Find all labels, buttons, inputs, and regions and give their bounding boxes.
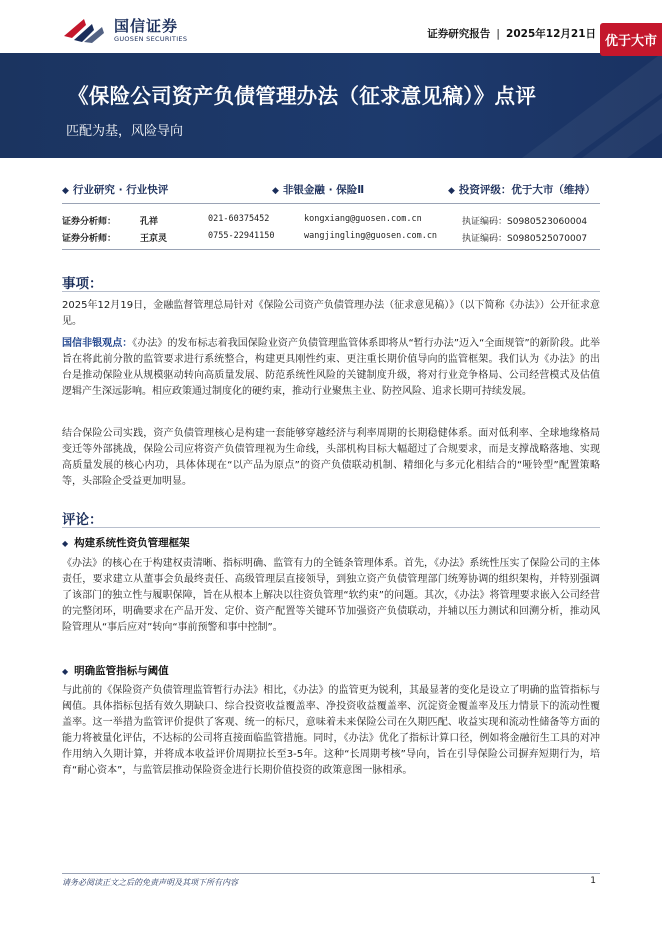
- title-banner: [0, 53, 662, 158]
- analyst-phone: 021-60375452: [208, 214, 270, 224]
- meta-divider: [62, 203, 600, 204]
- analyst-divider: [62, 249, 600, 250]
- comments-heading: 评论：: [62, 512, 103, 528]
- subsection-heading: [62, 663, 169, 678]
- events-heading: 事项：: [62, 276, 103, 292]
- comments-paragraph-2: 与此前的《保险资产负债管理监管暂行办法》相比，《办法》的监管更为锐利，其最显著的变化是设立了明确的监管指标与阈值。具体指标包括有效久期缺口、综合投资收益覆盖率、净投资收益覆盖率、沉淀资金覆盖率及压力情景下的流动性覆盖率。这一举措为监管评价提供了客观、统一的标尺，意味着未来保险公司在久期匹配、收益实现和流动性储备等方面的能力将被量化评估，不达标的公司将直接面临监管措施。同时，《办法》优化了指标计算口径，例如将金融衍生工具的对冲作用纳入久期计算，并将成本收益评价周期拉长至3-5年。这种“长周期考核”导向，旨在引导保险公司摒弃短期行为，培育“耐心资本”，与监管层推动保险资金进行长期价值投资的政策意图一脉相承。: [62, 685, 600, 776]
- events-paragraph: 2025年12月19日，金融监督管理总局针对《保险公司资产负债管理办法（征求意见稿）》（以下简称《办法》）公开征求意见。: [62, 300, 600, 327]
- analyst-role: 证券分析师：: [62, 234, 117, 244]
- meta-rating-text: 投资评级：优于大市（维持）: [458, 184, 596, 196]
- footer-divider: [62, 873, 600, 874]
- analyst-cert: 执证编码：S0980523060004: [462, 217, 588, 227]
- diamond-icon: ◆: [62, 539, 69, 548]
- rating-tag: 优于大市: [600, 23, 662, 56]
- events-heading-line: [62, 291, 600, 292]
- diamond-icon: ◆: [272, 186, 279, 196]
- meta-category-text: 行业研究 · 行业快评: [72, 184, 169, 196]
- page-number: 1: [590, 876, 596, 886]
- view-lead: 国信非银观点：: [62, 338, 133, 349]
- subsection-heading-text: 明确监管指标与阈值: [74, 665, 169, 677]
- diamond-icon: ◆: [448, 186, 455, 196]
- analyst-name: 王京灵: [140, 234, 168, 244]
- subsection-heading: [62, 535, 190, 550]
- report-type-label: 证券研究报告: [427, 28, 491, 40]
- analyst-role: 证券分析师：: [62, 217, 117, 227]
- diamond-icon: ◆: [62, 667, 69, 676]
- analyst-cert: 执证编码：S0980525070007: [462, 234, 588, 244]
- analyst-email[interactable]: kongxiang@guosen.com.cn: [304, 214, 422, 224]
- analyst-phone: 0755-22941150: [208, 231, 275, 241]
- company-logo: [62, 16, 187, 44]
- view-paragraph-2: 结合保险公司实践，资产负债管理核心是构建一套能够穿越经济与利率周期的长期稳健体系。面对低利率、全球地缘格局变迁等外部挑战，保险公司应将资产负债管理视为生命线，头部机构目标大幅超过了合规要求，而是支撑战略落地、实现高质量发展的核心内功，具体体现在“以产品为原点”的资产负债联动机制、精细化与多元化相结合的“哑铃型”配置策略等，头部险企受益更加明显。: [62, 428, 600, 487]
- subsection-heading-text: 构建系统性资负管理框架: [74, 537, 190, 549]
- diamond-icon: ◆: [62, 186, 69, 196]
- report-type-and-date: [427, 26, 596, 41]
- logo-chinese-name: 国信证券: [114, 16, 179, 35]
- comments-heading-line: [62, 527, 600, 528]
- guosen-logo-icon: [62, 16, 108, 44]
- report-title: 《保险公司资产负债管理办法（征求意见稿）》点评: [68, 84, 537, 108]
- view-paragraph-1: [62, 336, 600, 400]
- report-subtitle: 匹配为基，风险导向: [66, 124, 184, 139]
- logo-english-name: GUOSEN SECURITIES: [114, 34, 188, 43]
- comments-paragraph-1: 《办法》的核心在于构建权责清晰、指标明确、监管有力的全链条管理体系。首先，《办法》系统性压实了保险公司的主体责任，要求建立从董事会负最终责任、高级管理层直接领导，到独立资产负债管理部门统筹协调的组织架构，并特别强调了该部门的独立性与履职保障，旨在从根本上解决以往资负管理“软约束”的问题。其次，《办法》将管理要求嵌入公司经营的完整闭环，明确要求在产品开发、定价、资产配置等关键环节加强资产负债联动，并辅以压力测试和回溯分析，推动风险管理从“事后应对”转向“事前预警和事中控制”。: [62, 558, 600, 633]
- header-separator: |: [496, 28, 501, 40]
- footer-disclaimer: 请务必阅读正文之后的免责声明及其项下所有内容: [62, 878, 238, 887]
- report-date: 2025年12月21日: [506, 28, 596, 40]
- meta-category: [62, 182, 168, 197]
- view-paragraph-1-text: 《办法》的发布标志着我国保险业资产负债管理监管体系即将从“暂行办法”迈入“全面规管”的新阶段。此举旨在将此前分散的监管要求进行系统整合，构建更具刚性约束、更注重长期价值导向的监管框架。我们认为《办法》的出台是推动保险业从规模驱动转向高质量发展、防范系统性风险的关键制度升级，将对行业竞争格局、公司经营模式及估值逻辑产生深远影响。相应政策通过制度化的硬约束，推动行业聚焦主业、防控风险、追求长期可持续发展。: [62, 338, 600, 397]
- analyst-name: 孔祥: [140, 217, 159, 227]
- meta-rating: [448, 182, 595, 197]
- meta-sector: [272, 182, 364, 197]
- meta-sector-text: 非银金融 · 保险Ⅱ: [282, 184, 365, 196]
- analyst-email[interactable]: wangjingling@guosen.com.cn: [304, 231, 438, 241]
